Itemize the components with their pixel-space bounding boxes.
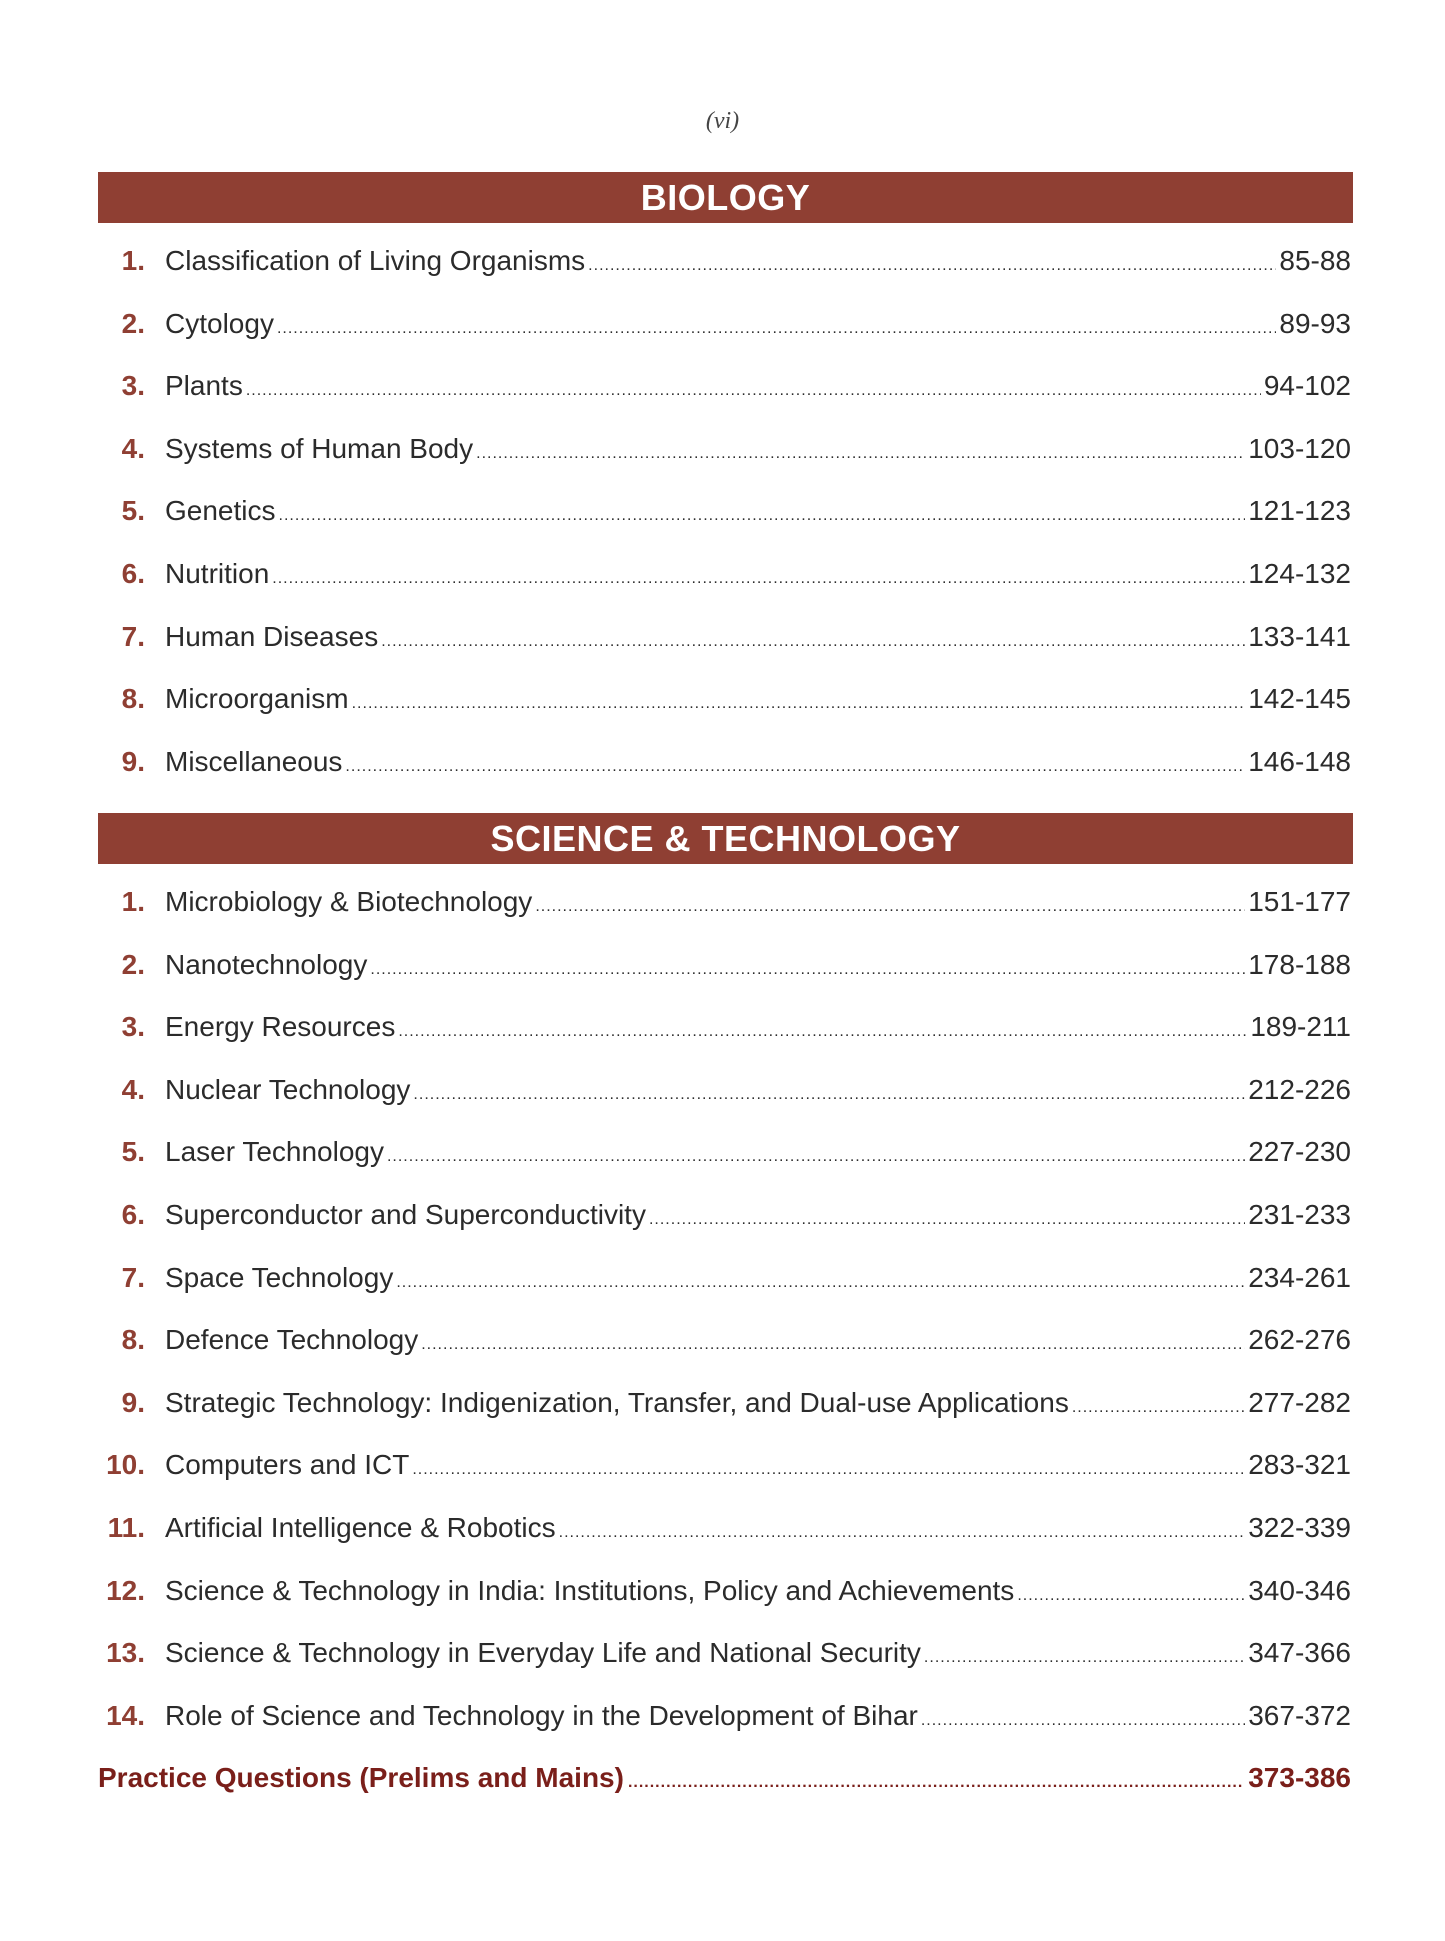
toc-entry-title: Artificial Intelligence & Robotics [165, 1511, 556, 1543]
toc-entry-title: Microorganism [165, 683, 349, 715]
toc-entry-pages: 227-230 [1248, 1136, 1351, 1168]
toc-entry-title: Systems of Human Body [165, 432, 474, 464]
toc-entry-title: Practice Questions (Prelims and Mains) [98, 1762, 624, 1793]
toc-entry[interactable] [98, 1253, 1353, 1316]
toc-entry-title: Nanotechnology [165, 948, 368, 980]
toc-entry[interactable] [98, 486, 1353, 549]
toc-entry-pages: 89-93 [1279, 307, 1351, 339]
toc-entry-pages: 340-346 [1248, 1574, 1351, 1606]
dot-leader [370, 940, 1245, 990]
toc-entry-title: Defence Technology [165, 1324, 419, 1356]
toc-entry-title: Classification of Living Organisms [165, 245, 586, 276]
section-heading-biology: BIOLOGY [98, 172, 1353, 223]
toc-entry-pages: 124-132 [1248, 557, 1351, 589]
toc-entry-pages: 94-102 [1263, 370, 1351, 402]
toc-entry-number: 9. [121, 1386, 145, 1418]
toc-entry-pages: 103-120 [1248, 432, 1351, 464]
toc-entry-number: 3. [121, 370, 145, 402]
section-heading-science-technology: SCIENCE & TECHNOLOGY [98, 813, 1353, 864]
dot-leader [628, 1753, 1244, 1803]
toc-entry-number: 14. [106, 1699, 145, 1731]
toc-entry-pages: 121-123 [1248, 495, 1351, 527]
toc-entry-pages: 146-148 [1248, 745, 1351, 777]
toc-entry-title: Energy Resources [165, 1011, 396, 1043]
toc-entry[interactable] [98, 1691, 1353, 1754]
toc-entry-pages: 322-339 [1248, 1511, 1351, 1543]
toc-entry-pages: 133-141 [1248, 620, 1351, 652]
toc-entry[interactable] [98, 1065, 1353, 1128]
dot-leader [381, 612, 1245, 662]
toc-entry-number: 10. [106, 1449, 145, 1481]
toc-entry[interactable] [98, 1566, 1353, 1629]
toc-entry[interactable] [98, 940, 1353, 1003]
toc-entry-title: Genetics [165, 495, 276, 527]
toc-entry-title: Laser Technology [165, 1136, 384, 1168]
toc-entry[interactable] [98, 1190, 1353, 1253]
toc-entry-pages: 189-211 [1250, 1011, 1351, 1043]
toc-list-science-technology [98, 877, 1353, 1753]
toc-entry-pages: 373-386 [1248, 1762, 1351, 1793]
toc-entry-title: Cytology [165, 307, 274, 339]
dot-leader [588, 236, 1276, 286]
dot-leader [279, 486, 1246, 536]
toc-entry-number: 3. [121, 1011, 145, 1043]
toc-entry-pages: 367-372 [1248, 1699, 1351, 1731]
dot-leader [396, 1253, 1245, 1303]
toc-entry-pages: 234-261 [1248, 1261, 1351, 1293]
dot-leader [352, 674, 1246, 724]
toc-entry[interactable] [98, 1503, 1353, 1566]
toc-entry-number: 6. [121, 1198, 145, 1230]
toc-entry-title: Nutrition [165, 557, 270, 589]
toc-entry[interactable] [98, 361, 1353, 424]
page-number: (vi) [705, 108, 740, 134]
toc-entry[interactable] [98, 1002, 1353, 1065]
dot-leader [535, 877, 1245, 927]
toc-entry-title: Nuclear Technology [165, 1073, 411, 1105]
toc-entry-number: 5. [121, 495, 145, 527]
toc-entry-number: 5. [121, 1136, 145, 1168]
toc-entry-number: 12. [106, 1574, 145, 1606]
toc-entry-pages: 262-276 [1248, 1324, 1351, 1356]
toc-entry-number: 8. [121, 683, 145, 715]
toc-entry-pages: 212-226 [1248, 1073, 1351, 1105]
toc-entry-title: Plants [165, 370, 243, 402]
dot-leader [559, 1503, 1246, 1553]
toc-entry[interactable] [98, 549, 1353, 612]
toc-entry-pages: 283-321 [1248, 1449, 1351, 1481]
toc-entry-number: 4. [121, 432, 145, 464]
toc-entry-pages: 142-145 [1248, 683, 1351, 715]
dot-leader [277, 299, 1276, 349]
toc-list-biology [98, 236, 1353, 799]
toc-entry[interactable] [98, 299, 1353, 362]
toc-entry-title: Computers and ICT [165, 1449, 410, 1481]
toc-entry-pages: 151-177 [1248, 886, 1351, 917]
toc-entry-pages: 231-233 [1248, 1198, 1351, 1230]
toc-entry-pages: 178-188 [1248, 948, 1351, 980]
toc-entry-practice-questions[interactable] [98, 1753, 1353, 1803]
toc-entry-number: 6. [121, 557, 145, 589]
toc-entry-number: 7. [121, 1261, 145, 1293]
toc-entry-number: 9. [121, 745, 145, 777]
toc-entry-pages: 85-88 [1279, 245, 1351, 276]
toc-entry[interactable] [98, 674, 1353, 737]
toc-entry-title: Strategic Technology: Indigenization, Transfer, and Dual-use Applications [165, 1386, 1069, 1418]
toc-entry-pages: 347-366 [1248, 1637, 1351, 1669]
dot-leader [649, 1190, 1245, 1240]
toc-entry-title: Microbiology & Biotechnology [165, 886, 533, 917]
dot-leader [246, 361, 1261, 411]
toc-entry[interactable] [98, 236, 1353, 299]
toc-entry-title: Role of Science and Technology in the Development of Bihar [165, 1699, 918, 1731]
toc-entry-number: 1. [121, 245, 145, 276]
toc-entry[interactable] [98, 877, 1353, 940]
dot-leader [1017, 1566, 1245, 1616]
dot-leader [921, 1691, 1245, 1741]
toc-entry-pages: 277-282 [1248, 1386, 1351, 1418]
toc-entry-number: 11. [107, 1511, 145, 1543]
toc-entry[interactable] [98, 1127, 1353, 1190]
dot-leader [345, 737, 1245, 787]
toc-entry-number: 7. [121, 620, 145, 652]
toc-entry-number: 4. [121, 1073, 145, 1105]
toc-entry-title: Science & Technology in Everyday Life and National Security [165, 1637, 921, 1669]
toc-entry[interactable] [98, 612, 1353, 675]
dot-leader [398, 1002, 1247, 1052]
toc-entry-number: 2. [121, 948, 145, 980]
dot-leader [1072, 1378, 1245, 1428]
toc-entry[interactable] [98, 1628, 1353, 1691]
toc-entry-title: Superconductor and Superconductivity [165, 1198, 646, 1230]
toc-entry[interactable] [98, 1378, 1353, 1441]
toc-entry-number: 1. [121, 886, 145, 917]
dot-leader [272, 549, 1245, 599]
dot-leader [476, 424, 1245, 474]
toc-entry-number: 13. [106, 1637, 145, 1669]
dot-leader [413, 1065, 1245, 1115]
toc-entry[interactable] [98, 1440, 1353, 1503]
toc-entry[interactable] [98, 424, 1353, 487]
toc-entry-title: Miscellaneous [165, 745, 343, 777]
toc-entry-number: 2. [121, 307, 145, 339]
toc-entry-title: Science & Technology in India: Institutions, Policy and Achievements [165, 1574, 1015, 1606]
dot-leader [421, 1315, 1245, 1365]
toc-entry-title: Space Technology [165, 1261, 394, 1293]
dot-leader [412, 1440, 1245, 1490]
toc-entry[interactable] [98, 1315, 1353, 1378]
toc-entry[interactable] [98, 737, 1353, 800]
dot-leader [924, 1628, 1245, 1678]
toc-entry-title: Human Diseases [165, 620, 379, 652]
toc-entry-number: 8. [121, 1324, 145, 1356]
dot-leader [387, 1127, 1245, 1177]
